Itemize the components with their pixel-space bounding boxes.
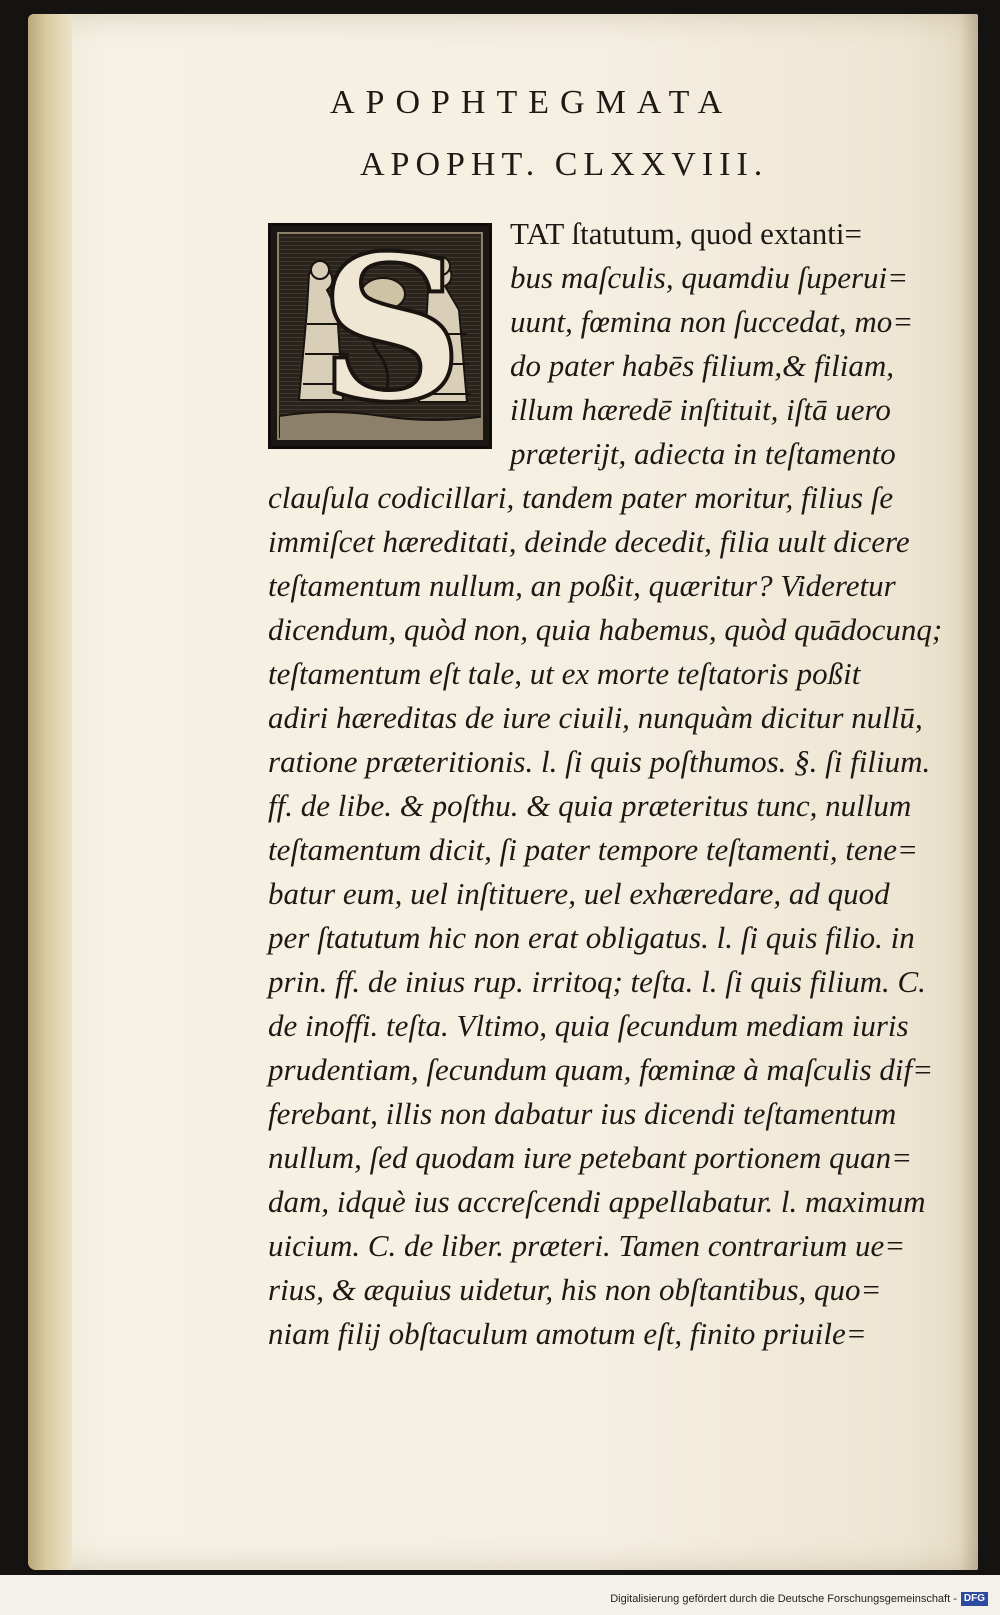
- dfg-logo: DFG: [961, 1592, 988, 1606]
- text-line: uunt, fœmina non ſuccedat, mo=: [510, 304, 914, 339]
- apophthegm-heading: APOPHT. CLXXVIII.: [360, 146, 769, 183]
- text-line: dam, idquè ius accreſcendi appellabatur. l. maximum: [268, 1184, 926, 1219]
- text-line: rius, & æquius uidetur, his non obſtantibus, quo=: [268, 1272, 882, 1307]
- text-line: uicium. C. de liber. præteri. Tamen contrarium ue=: [268, 1228, 906, 1263]
- text-line: clauſula codicillari, tandem pater moritur, filius ſe: [268, 480, 894, 515]
- running-head: APOPHTEGMATA: [330, 84, 734, 121]
- initial-woodcut: [277, 232, 483, 440]
- initial-letter: S: [319, 232, 464, 440]
- text-line: dicendum, quòd non, quia habemus, quòd quādocunq;: [268, 612, 943, 647]
- credit-text: Digitalisierung gefördert durch die Deutsche Forschungsgemeinschaft -: [610, 1592, 957, 1605]
- text-line: bus maſculis, quamdiu ſuperui=: [510, 260, 909, 295]
- text-line: præterijt, adiecta in teſtamento: [510, 436, 896, 471]
- decorated-initial: [268, 223, 492, 449]
- digitization-credit: [610, 1592, 988, 1606]
- page-gutter-edge: [28, 14, 72, 1570]
- text-line: ratione præteritionis. l. ſi quis poſthumos. §. ſi filium.: [268, 744, 931, 779]
- text-line: nullum, ſed quodam iure petebant portionem quan=: [268, 1140, 913, 1175]
- text-line: per ſtatutum hic non erat obligatus. l. ſi quis filio. in: [268, 920, 915, 955]
- text-line: immiſcet hæreditati, deinde decedit, filia uult dicere: [268, 524, 910, 559]
- text-line: illum hæredē inſtituit, iſtā uero: [510, 392, 891, 427]
- text-line: de inoffi. teſta. Vltimo, quia ſecundum mediam iuris: [268, 1008, 909, 1043]
- text-line: prin. ff. de inius rup. irritoq; teſta. l. ſi quis filium. C.: [268, 964, 926, 999]
- text-line: teſtamentum eſt tale, ut ex morte teſtatoris poßit: [268, 656, 861, 691]
- text-line: do pater habēs filium,& filiam,: [510, 348, 895, 383]
- text-line: adiri hæreditas de iure ciuili, nunquàm dicitur nullū,: [268, 700, 923, 735]
- text-line: niam filij obſtaculum amotum eſt, finito priuile=: [268, 1316, 867, 1351]
- text-line: batur eum, uel inſtituere, uel exhæredare, ad quod: [268, 876, 890, 911]
- text-line: teſtamentum dicit, ſi pater tempore teſtamenti, tene=: [268, 832, 918, 867]
- text-line: teſtamentum nullum, an poßit, quæritur? Videretur: [268, 568, 896, 603]
- text-line: ff. de libe. & poſthu. & quia præteritus tunc, nullum: [268, 788, 912, 823]
- page-right-shadow: [960, 14, 978, 1570]
- text-line: prudentiam, ſecundum quam, fœminæ à maſculis dif=: [268, 1052, 934, 1087]
- text-line: TAT ſtatutum, quod extanti=: [510, 216, 862, 251]
- text-line: ferebant, illis non dabatur ius dicendi teſtamentum: [268, 1096, 897, 1131]
